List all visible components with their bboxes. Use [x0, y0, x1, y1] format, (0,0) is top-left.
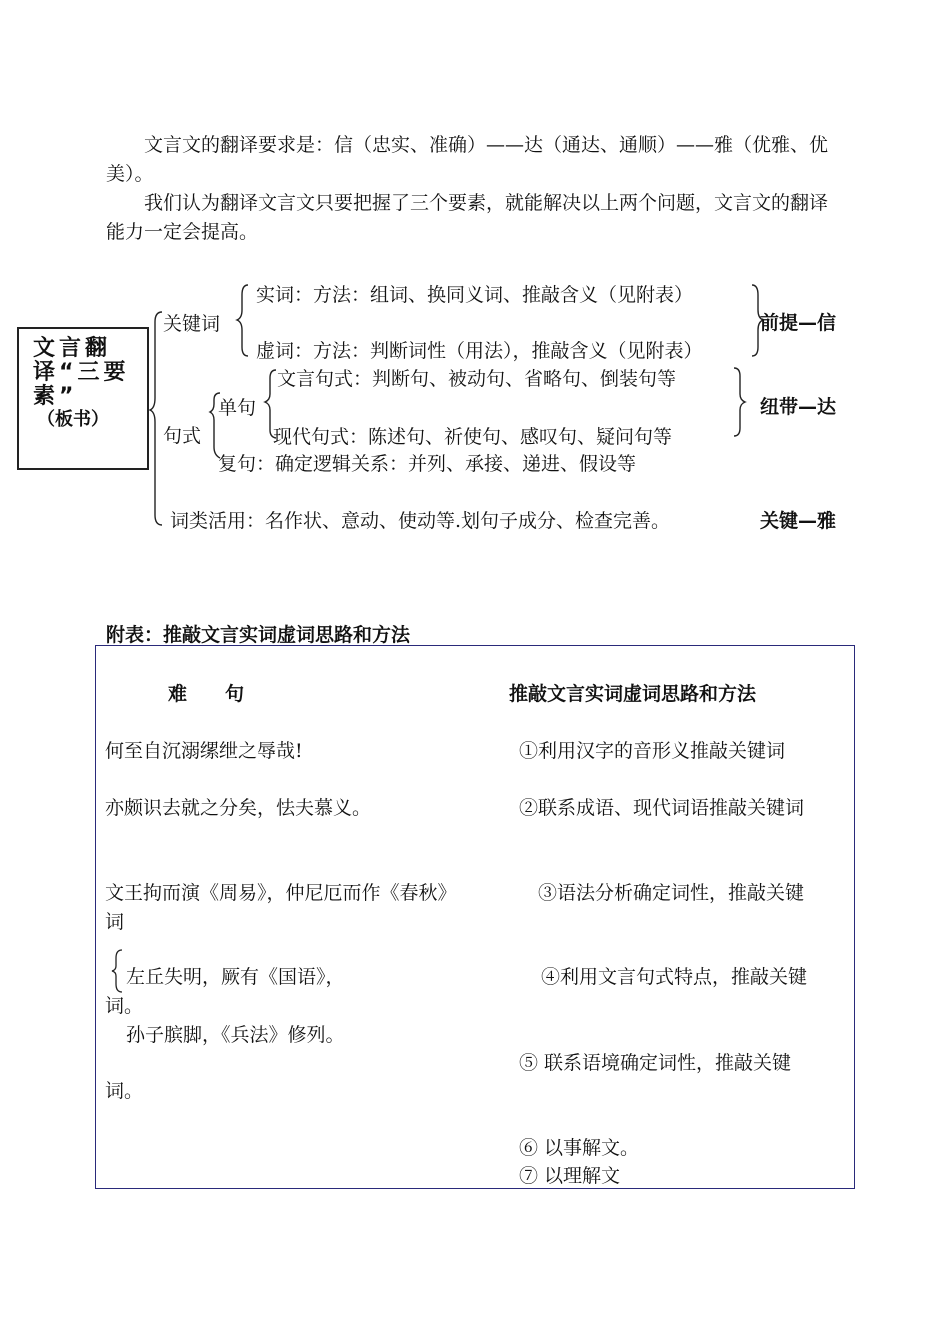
side-label-premise: 前提—信 — [760, 312, 837, 334]
method-2: ②联系成语、现代词语推敲关键词 — [519, 797, 805, 819]
appendix-table — [95, 645, 855, 1189]
main-brace — [150, 312, 162, 525]
side-label-key: 关键—雅 — [760, 510, 837, 532]
method-3-wrap: 词 — [105, 911, 125, 933]
sentence-label: 句式 — [163, 425, 202, 447]
hard-sentence-3: 文王拘而演《周易》，仲尼厄而作《春秋》 — [105, 882, 457, 904]
keyword-label: 关键词 — [163, 313, 221, 335]
hard-sentence-1: 何至自沉溺缧绁之辱哉! — [105, 740, 303, 762]
right-brace-2 — [734, 368, 745, 436]
hard-sentence-2: 亦颇识去就之分矣，怯夫慕义。 — [105, 797, 372, 819]
intro-paragraph-2: 我们认为翻译文言文只要把握了三个要素，就能解决以上两个问题，文言文的翻译能力一定会提高。 — [106, 192, 829, 243]
modern-pattern-line: 现代句式：陈述句、祈使句、感叹句、疑问句等 — [273, 426, 673, 448]
wordclass-line: 词类活用：名作状、意动、使动等.划句子成分、检查完善。 — [170, 510, 671, 532]
hard-sentence-5: 孙子膑脚，《兵法》修列。 — [126, 1024, 345, 1046]
appendix-heading: 附表：推敲文言实词虚词思路和方法 — [106, 624, 411, 646]
method-4: ④利用文言句式特点，推敲关键 — [541, 966, 808, 988]
method-4-wrap: 词。 — [105, 995, 144, 1017]
method-6: ⑥ 以事解文。 — [519, 1137, 640, 1159]
single-sentence-label: 单句 — [218, 397, 257, 419]
intro-paragraph-1: 文言文的翻译要求是：信（忠实、准确）——达（通达、通顺）——雅（优雅、优美）。 — [106, 134, 829, 185]
hard-sentence-4: 左丘失明，厥有《国语》， — [126, 966, 345, 988]
method-3: ③语法分析确定词性，推敲关键 — [538, 882, 805, 904]
method-7: ⑦ 以理解文 — [519, 1165, 621, 1187]
method-5: ⑤ 联系语境确定词性，推敲关键 — [519, 1052, 792, 1074]
column-header-method: 推敲文言实词虚词思路和方法 — [509, 683, 757, 705]
keyword-brace — [237, 285, 248, 356]
column-header-hard-sentence: 难 句 — [168, 683, 245, 705]
row-4-brace — [110, 948, 124, 994]
diagram-title-note: （板书） — [37, 409, 109, 430]
wenyan-pattern-line: 文言句式：判断句、被动句、省略句、倒装句等 — [277, 368, 677, 390]
xuci-line: 虚词：方法：判断词性（用法），推敲含义（见附表） — [256, 340, 703, 362]
method-5-wrap: 词。 — [105, 1080, 144, 1102]
method-1: ①利用汉字的音形义推敲关键词 — [519, 740, 786, 762]
shici-line: 实词：方法：组词、换同义词、推敲含义（见附表） — [256, 284, 694, 306]
complex-sentence-line: 复句：确定逻辑关系：并列、承接、递进、假设等 — [218, 453, 637, 475]
diagram-title: 文言翻译“三要素” — [33, 336, 130, 409]
side-label-link: 纽带—达 — [760, 396, 837, 418]
